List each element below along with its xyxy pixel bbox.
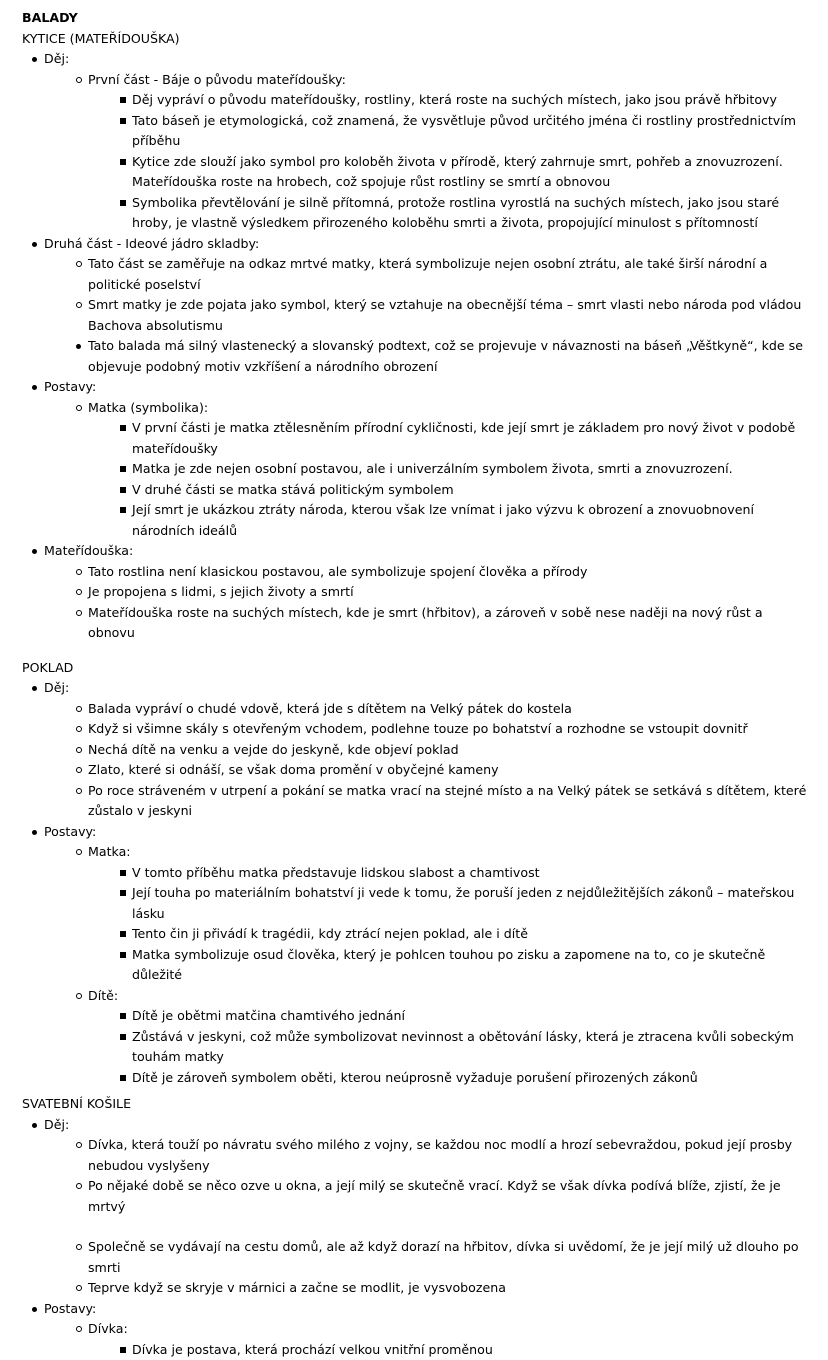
- list-item: Zlato, které si odnáší, se však doma promění v obyčejné kameny: [66, 760, 808, 781]
- list-item: Je propojena s lidmi, s jejich životy a smrtí: [66, 582, 808, 603]
- list-item: Postavy: Matka: V tomto příběhu matka představuje lidskou slabost a chamtivost Její touha po materiálním bohatství ji vede k tomu, že poruší jeden z nejdůležitějších zákonů – mateřskou lásku Tento čin ji přivádí k tragédii, kdy ztrácí nejen poklad, ale i dítě Matka symbolizuje osud člověka, který je pohlcen touhou po zisku a zapomene na to, co je skutečně důležité Dítě: Dítě je obětmi matčina chamtivého jednání Zůstává v jeskyni, což může symbolizovat nevinnost a obětování lásky, která je ztracena kvůli sobeckým touhám matky Dítě je zároveň symbolem oběti, kterou neúprosně vyžaduje porušení přirozených zákonů: [22, 822, 808, 1089]
- document-title: BALADY: [22, 8, 808, 29]
- list-item: Tato rostlina není klasickou postavou, ale symbolizuje spojení člověka a přírody: [66, 562, 808, 583]
- list-item: Děj: Dívka, která touží po návratu svého milého z vojny, se každou noc modlí a hrozí sebevraždou, pokud její prosby nebudou vyslyšeny Po nějaké době se něco ozve u okna, a její milý se skutečně vrací. Když se však dívka podívá blíže, zjistí, že je mrtvý Společně se vydávají na cestu domů, ale až když dorazí na hřbitov, dívka si uvědomí, že je její milý už dlouho po smrti Teprve když se skryje v márnici a začne se modlit, je vysvobozena: [22, 1115, 808, 1299]
- list-item: Nechá dítě na venku a vejde do jeskyně, kde objeví poklad: [66, 740, 808, 761]
- list-item: V první části je matka ztělesněním přírodní cykličnosti, kde její smrt je základem pro nový život v podobě mateřídoušky: [110, 418, 808, 459]
- list-item: Tento čin ji přivádí k tragédii, kdy ztrácí nejen poklad, ale i dítě: [110, 924, 808, 945]
- list-item: Dívka: Dívka je postava, která prochází velkou vnitřní proměnou: [66, 1319, 808, 1360]
- list-item: V druhé části se matka stává politickým symbolem: [110, 480, 808, 501]
- section-heading-kytice: KYTICE (MATEŘÍDOUŠKA): [22, 29, 808, 50]
- list-item: Dívka, která touží po návratu svého milého z vojny, se každou noc modlí a hrozí sebevraždou, pokud její prosby nebudou vyslyšeny: [66, 1135, 808, 1176]
- list-item: Po roce stráveném v utrpení a pokání se matka vrací na stejné místo a na Velký pátek se setkává s dítětem, které zůstalo v jeskyni: [66, 781, 808, 822]
- list-item: Společně se vydávají na cestu domů, ale až když dorazí na hřbitov, dívka si uvědomí, že je její milý už dlouho po smrti: [66, 1237, 808, 1278]
- svatebni-kosile-list: [22, 1115, 808, 1360]
- list-item: Kytice zde slouží jako symbol pro koloběh života v přírodě, který zahrnuje smrt, pohřeb a znovuzrození. Mateřídouška roste na hrobech, což spojuje růst rostliny se smrtí a obnovou: [110, 152, 808, 193]
- list-item: Její touha po materiálním bohatství ji vede k tomu, že poruší jeden z nejdůležitějších zákonů – mateřskou lásku: [110, 883, 808, 924]
- list-item: Dítě je zároveň symbolem oběti, kterou neúprosně vyžaduje porušení přirozených zákonů: [110, 1068, 808, 1089]
- list-item: V tomto příběhu matka představuje lidskou slabost a chamtivost: [110, 863, 808, 884]
- list-item: Matka symbolizuje osud člověka, který je pohlcen touhou po zisku a zapomene na to, co je skutečně důležité: [110, 945, 808, 986]
- list-item: Její smrt je ukázkou ztráty národa, kterou však lze vnímat i jako výzvu k obrození a znovuobnovení národních ideálů: [110, 500, 808, 541]
- list-item: Dívka je postava, která prochází velkou vnitřní proměnou: [110, 1340, 808, 1360]
- list-item: První část - Báje o původu mateřídoušky: Děj vypráví o původu mateřídoušky, rostliny, která roste na suchých místech, jako jsou právě hřbitovy Tato báseň je etymologická, což znamená, že vysvětluje původ určitého jména či rostliny prostřednictvím příběhu Kytice zde slouží jako symbol pro koloběh života v přírodě, který zahrnuje smrt, pohřeb a znovuzrození. Mateřídouška roste na hrobech, což spojuje růst rostliny se smrtí a obnovou Symbolika převtělování je silně přítomná, protože rostlina vyrostlá na suchých místech, jako jsou staré hroby, je vlastně výsledkem přirozeného koloběhu smrti a života, propojující minulost s přítomností: [66, 70, 808, 234]
- list-item: Tato balada má silný vlastenecký a slovanský podtext, což se projevuje v návaznosti na báseň „Věštkyně“, kde se objevuje podobný motiv vzkříšení a národního obrození: [66, 336, 808, 377]
- list-item: Tato báseň je etymologická, což znamená, že vysvětluje původ určitého jména či rostliny prostřednictvím příběhu: [110, 111, 808, 152]
- section-heading-poklad: POKLAD: [22, 658, 808, 679]
- poklad-list: [22, 678, 808, 1088]
- list-item: Dítě je obětmi matčina chamtivého jednání: [110, 1006, 808, 1027]
- section-heading-svatebni-kosile: SVATEBNÍ KOŠILE: [22, 1094, 808, 1115]
- list-item: Zůstává v jeskyni, což může symbolizovat nevinnost a obětování lásky, která je ztracena kvůli sobeckým touhám matky: [110, 1027, 808, 1068]
- list-item: Když si všimne skály s otevřeným vchodem, podlehne touze po bohatství a rozhodne se vstoupit dovnitř: [66, 719, 808, 740]
- list-item: Symbolika převtělování je silně přítomná, protože rostlina vyrostlá na suchých místech, jako jsou staré hroby, je vlastně výsledkem přirozeného koloběhu smrti a života, propojující minulost s přítomností: [110, 193, 808, 234]
- list-item: Teprve když se skryje v márnici a začne se modlit, je vysvobozena: [66, 1278, 808, 1299]
- list-item: Děj vypráví o původu mateřídoušky, rostliny, která roste na suchých místech, jako jsou právě hřbitovy: [110, 90, 808, 111]
- list-item: Druhá část - Ideové jádro skladby: Tato část se zaměřuje na odkaz mrtvé matky, která symbolizuje nejen osobní ztrátu, ale také širší národní a politické poselství Smrt matky je zde pojata jako symbol, který se vztahuje na obecnější téma – smrt vlasti nebo národa pod vládou Bachova absolutismu Tato balada má silný vlastenecký a slovanský podtext, což se projevuje v návaznosti na báseň „Věštkyně“, kde se objevuje podobný motiv vzkříšení a národního obrození: [22, 234, 808, 378]
- list-item: Dítě: Dítě je obětmi matčina chamtivého jednání Zůstává v jeskyni, což může symbolizovat nevinnost a obětování lásky, která je ztracena kvůli sobeckým touhám matky Dítě je zároveň symbolem oběti, kterou neúprosně vyžaduje porušení přirozených zákonů: [66, 986, 808, 1089]
- list-item: Smrt matky je zde pojata jako symbol, který se vztahuje na obecnější téma – smrt vlasti nebo národa pod vládou Bachova absolutismu: [66, 295, 808, 336]
- list-item: Mateřídouška roste na suchých místech, kde je smrt (hřbitov), a zároveň v sobě nese naději na nový růst a obnovu: [66, 603, 808, 644]
- list-item: Děj: První část - Báje o původu mateřídoušky: Děj vypráví o původu mateřídoušky, rostliny, která roste na suchých místech, jako jsou právě hřbitovy Tato báseň je etymologická, což znamená, že vysvětluje původ určitého jména či rostliny prostřednictvím příběhu Kytice zde slouží jako symbol pro koloběh života v přírodě, který zahrnuje smrt, pohřeb a znovuzrození. Mateřídouška roste na hrobech, což spojuje růst rostliny se smrtí a obnovou Symbolika převtělování je silně přítomná, protože rostlina vyrostlá na suchých místech, jako jsou staré hroby, je vlastně výsledkem přirozeného koloběhu smrti a života, propojující minulost s přítomností: [22, 49, 808, 234]
- kytice-list: [22, 49, 808, 644]
- list-item: Tato část se zaměřuje na odkaz mrtvé matky, která symbolizuje nejen osobní ztrátu, ale také širší národní a politické poselství: [66, 254, 808, 295]
- list-item: Matka (symbolika): V první části je matka ztělesněním přírodní cykličnosti, kde její smrt je základem pro nový život v podobě mateřídoušky Matka je zde nejen osobní postavou, ale i univerzálním symbolem života, smrti a znovuzrození. V druhé části se matka stává politickým symbolem Její smrt je ukázkou ztráty národa, kterou však lze vnímat i jako výzvu k obrození a znovuobnovení národních ideálů: [66, 398, 808, 542]
- list-item: Mateřídouška: Tato rostlina není klasickou postavou, ale symbolizuje spojení člověka a přírody Je propojena s lidmi, s jejich životy a smrtí Mateřídouška roste na suchých místech, kde je smrt (hřbitov), a zároveň v sobě nese naději na nový růst a obnovu: [22, 541, 808, 644]
- list-item: Balada vypráví o chudé vdově, která jde s dítětem na Velký pátek do kostela: [66, 699, 808, 720]
- list-item: Postavy: Matka (symbolika): V první části je matka ztělesněním přírodní cykličnosti, kde její smrt je základem pro nový život v podobě mateřídoušky Matka je zde nejen osobní postavou, ale i univerzálním symbolem života, smrti a znovuzrození. V druhé části se matka stává politickým symbolem Její smrt je ukázkou ztráty národa, kterou však lze vnímat i jako výzvu k obrození a znovuobnovení národních ideálů: [22, 377, 808, 541]
- list-item: Postavy: Dívka: Dívka je postava, která prochází velkou vnitřní proměnou: [22, 1299, 808, 1360]
- list-item: Po nějaké době se něco ozve u okna, a její milý se skutečně vrací. Když se však dívka podívá blíže, zjistí, že je mrtvý: [66, 1176, 808, 1237]
- list-item: Děj: Balada vypráví o chudé vdově, která jde s dítětem na Velký pátek do kostela Když si všimne skály s otevřeným vchodem, podlehne touze po bohatství a rozhodne se vstoupit dovnitř Nechá dítě na venku a vejde do jeskyně, kde objeví poklad Zlato, které si odnáší, se však doma promění v obyčejné kameny Po roce stráveném v utrpení a pokání se matka vrací na stejné místo a na Velký pátek se setkává s dítětem, které zůstalo v jeskyni: [22, 678, 808, 822]
- list-item: Matka: V tomto příběhu matka představuje lidskou slabost a chamtivost Její touha po materiálním bohatství ji vede k tomu, že poruší jeden z nejdůležitějších zákonů – mateřskou lásku Tento čin ji přivádí k tragédii, kdy ztrácí nejen poklad, ale i dítě Matka symbolizuje osud člověka, který je pohlcen touhou po zisku a zapomene na to, co je skutečně důležité: [66, 842, 808, 986]
- list-item: Matka je zde nejen osobní postavou, ale i univerzálním symbolem života, smrti a znovuzrození.: [110, 459, 808, 480]
